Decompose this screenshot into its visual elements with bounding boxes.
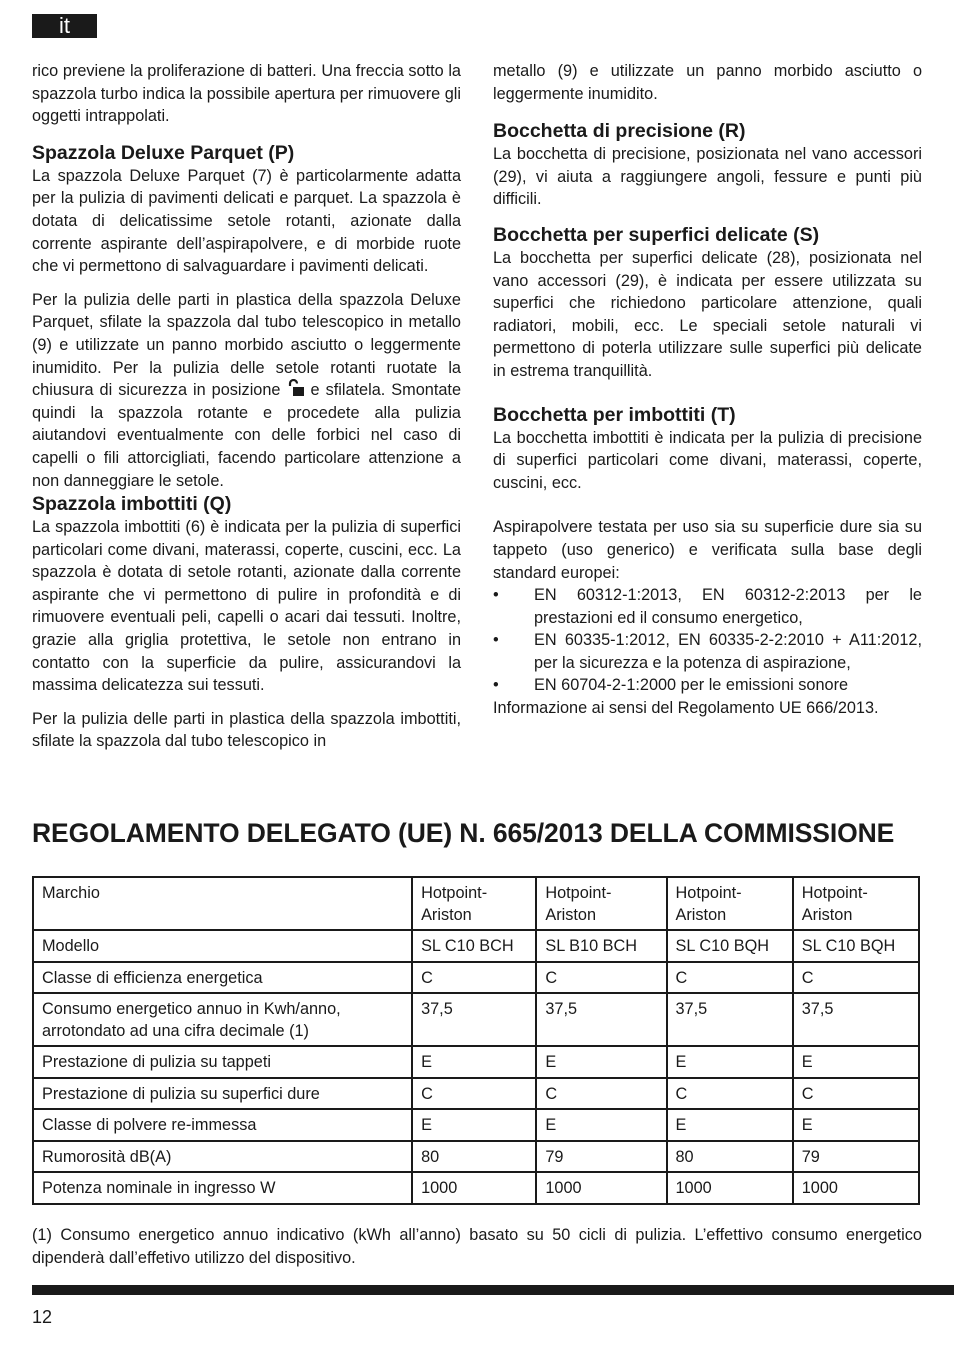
table-cell: 1000	[412, 1172, 536, 1204]
table-cell: C	[412, 962, 536, 994]
paragraph-deluxe-2-text-b: e sfilatela. Smontate quindi la spazzola rotante e procedete alla pulizia aiutandovi eventualmente con delle forbici nel caso di capelli o fili attorcigliati, facendo particolare attenzione a non danneggiare le setole.	[32, 381, 461, 490]
table-row	[33, 993, 919, 1046]
table-cell: E	[667, 1046, 793, 1078]
footer-rule	[32, 1285, 954, 1295]
table-cell: E	[793, 1046, 919, 1078]
table-cell: C	[412, 1078, 536, 1110]
paragraph-deluxe-2	[32, 289, 461, 492]
page-number: 12	[32, 1307, 53, 1327]
table-cell: E	[667, 1109, 793, 1141]
paragraph-imbottiti-2: Per la pulizia delle parti in plastica della spazzola imbottiti, sfilate la spazzola dal tubo telescopico in	[32, 709, 461, 751]
table-row	[33, 1172, 919, 1204]
table-cell: SL B10 BCH	[536, 930, 666, 962]
table-cell: Consumo energetico annuo in Kwh/anno, arrotondato ad una cifra decimale (1)	[33, 993, 412, 1046]
table-cell: SL C10 BCH	[412, 930, 536, 962]
table-cell: Marchio	[33, 877, 412, 930]
table-cell: C	[793, 1078, 919, 1110]
table-row	[33, 962, 919, 994]
regulation-title: REGOLAMENTO DELEGATO (UE) N. 665/2013 DELLA COMMISSIONE	[32, 818, 895, 848]
heading-spazzola-imbottiti: Spazzola imbottiti (Q)	[32, 493, 232, 516]
table-cell: Rumorosità dB(A)	[33, 1141, 412, 1173]
bullet-marker: •	[493, 631, 499, 650]
paragraph-imbottiti-1: La spazzola imbottiti (6) è indicata per la pulizia di superfici particolari come divani, materassi, coperte, cuscini, ecc. La spazzola è dotata di setole rotanti, azionate dalla corrente aspirante che vi permettono di pulire in profondità e di rimuovere eventuali peli, capelli o acari dai tessuti. Inoltre, grazie alla griglia protettiva, le setole non entrano in contatto con la superficie da pulire, assicurandovi la massima delicatezza sui tessuti.	[32, 518, 461, 695]
table-row	[33, 1141, 919, 1173]
table-cell: C	[667, 1078, 793, 1110]
table-cell: Classe di efficienza energetica	[33, 962, 412, 994]
paragraph-precisione: La bocchetta di precisione, posizionata nel vano accessori (29), vi aiuta a raggiungere angoli, fessure e punti più difficili.	[493, 145, 922, 209]
standards-list	[493, 584, 922, 697]
heading-bocchetta-precisione: Bocchetta di precisione (R)	[493, 120, 746, 143]
table-cell: 79	[536, 1141, 666, 1173]
table-cell: 37,5	[536, 993, 666, 1046]
table-cell: 80	[412, 1141, 536, 1173]
table-row	[33, 930, 919, 962]
intro-paragraph: rico previene la proliferazione di batteri. Una freccia sotto la spazzola turbo indica la possibile apertura per rimuovere gli oggetti intrappolati.	[32, 62, 461, 126]
standards-list-item: • EN 60704-2-1:2000 per le emissioni sonore	[493, 674, 922, 697]
paragraph-superfici-delicate: La bocchetta per superfici delicate (28), posizionata nel vano accessori (29), è indicata per essere utilizzata su superfici che richiedono particolare attenzione, quali radiatori, mobili, ecc. Le speciali setole naturali vi permettono di poterla utilizzare sulle superfici più delicate in estrema tranquillità.	[493, 248, 922, 380]
paragraph-deluxe-2-text-a: Per la pulizia delle parti in plastica della spazzola Deluxe Parquet, sfilate la spazzola dal tubo telescopico in metallo (9) e utilizzate un panno morbido asciutto o leggermente inumidito. Per la pulizia delle setole rotanti ruotate la chiusura di sicurezza in posizione	[32, 290, 461, 400]
table-cell: C	[793, 962, 919, 994]
continuation-paragraph: metallo (9) e utilizzate un panno morbido asciutto o leggermente inumidito.	[493, 62, 922, 103]
table-cell: E	[536, 1109, 666, 1141]
table-cell: 1000	[536, 1172, 666, 1204]
table-cell: C	[536, 962, 666, 994]
table-cell: 1000	[793, 1172, 919, 1204]
table-cell: SL C10 BQH	[793, 930, 919, 962]
table-cell: Prestazione di pulizia su tappeti	[33, 1046, 412, 1078]
table-cell: C	[667, 962, 793, 994]
standards-list-item: • EN 60312-1:2013, EN 60312-2:2013 per le prestazioni ed il consumo energetico,	[493, 586, 922, 627]
bullet-marker: •	[493, 676, 499, 695]
table-cell: Hotpoint-Ariston	[793, 877, 919, 930]
table-cell: C	[536, 1078, 666, 1110]
table-cell: 80	[667, 1141, 793, 1173]
table-cell: E	[412, 1046, 536, 1078]
table-cell: Classe di polvere re-immessa	[33, 1109, 412, 1141]
table-row	[33, 1109, 919, 1141]
table-cell: Hotpoint-Ariston	[667, 877, 793, 930]
paragraph-testata: Aspirapolvere testata per uso sia su superficie dure sia su tappeto (uso generico) e verificata sulla base degli standard europei:	[493, 518, 922, 582]
right-column	[493, 60, 922, 720]
table-cell: 1000	[667, 1172, 793, 1204]
table-cell: E	[412, 1109, 536, 1141]
paragraph-informazione: Informazione ai sensi del Regolamento UE 666/2013.	[493, 699, 879, 718]
heading-spazzola-deluxe-parquet: Spazzola Deluxe Parquet (P)	[32, 141, 295, 164]
left-column	[32, 60, 461, 753]
table-cell: E	[793, 1109, 919, 1141]
table-cell: Hotpoint-Ariston	[536, 877, 666, 930]
table-cell: Potenza nominale in ingresso W	[33, 1172, 412, 1204]
table-row	[33, 1078, 919, 1110]
bullet-marker: •	[493, 586, 499, 605]
standards-list-item: • EN 60335-1:2012, EN 60335-2-2:2010 + A11:2012, per la sicurezza e la potenza di aspirazione,	[493, 631, 922, 672]
unlock-icon	[287, 379, 305, 397]
table-cell: 37,5	[793, 993, 919, 1046]
table-cell: 37,5	[667, 993, 793, 1046]
table-cell: 37,5	[412, 993, 536, 1046]
table-cell: E	[536, 1046, 666, 1078]
table-row	[33, 1046, 919, 1078]
heading-bocchetta-superfici-delicate: Bocchetta per superfici delicate (S)	[493, 223, 820, 246]
table-cell: Prestazione di pulizia su superfici dure	[33, 1078, 412, 1110]
language-tag: it	[32, 14, 97, 38]
paragraph-bocchetta-imbottiti: La bocchetta imbottiti è indicata per la pulizia di precisione di superfici particolari come divani, materassi, coperte, cuscini, ecc.	[493, 428, 922, 492]
paragraph-deluxe-1: La spazzola Deluxe Parquet (7) è particolarmente adatta per la pulizia di pavimenti delicati e parquet. La spazzola è dotata di delicatissime setole rotanti, azionate dalla corrente aspirante dell’aspirapolvere, e di morbide ruote che vi permettono di salvaguardare i pavimenti delicati.	[32, 166, 461, 276]
table-cell: Modello	[33, 930, 412, 962]
table-cell: SL C10 BQH	[667, 930, 793, 962]
table-cell: Hotpoint-Ariston	[412, 877, 536, 930]
heading-bocchetta-imbottiti: Bocchetta per imbottiti (T)	[493, 403, 736, 426]
table-row	[33, 877, 919, 930]
table-footnote: (1) Consumo energetico annuo indicativo (kWh all’anno) basato su 50 cicli di pulizia. L’effettivo consumo energetico dipenderà dall’effetivo utilizzo del dispositivo.	[32, 1226, 922, 1267]
energy-label-table	[32, 876, 920, 1205]
table-cell: 79	[793, 1141, 919, 1173]
